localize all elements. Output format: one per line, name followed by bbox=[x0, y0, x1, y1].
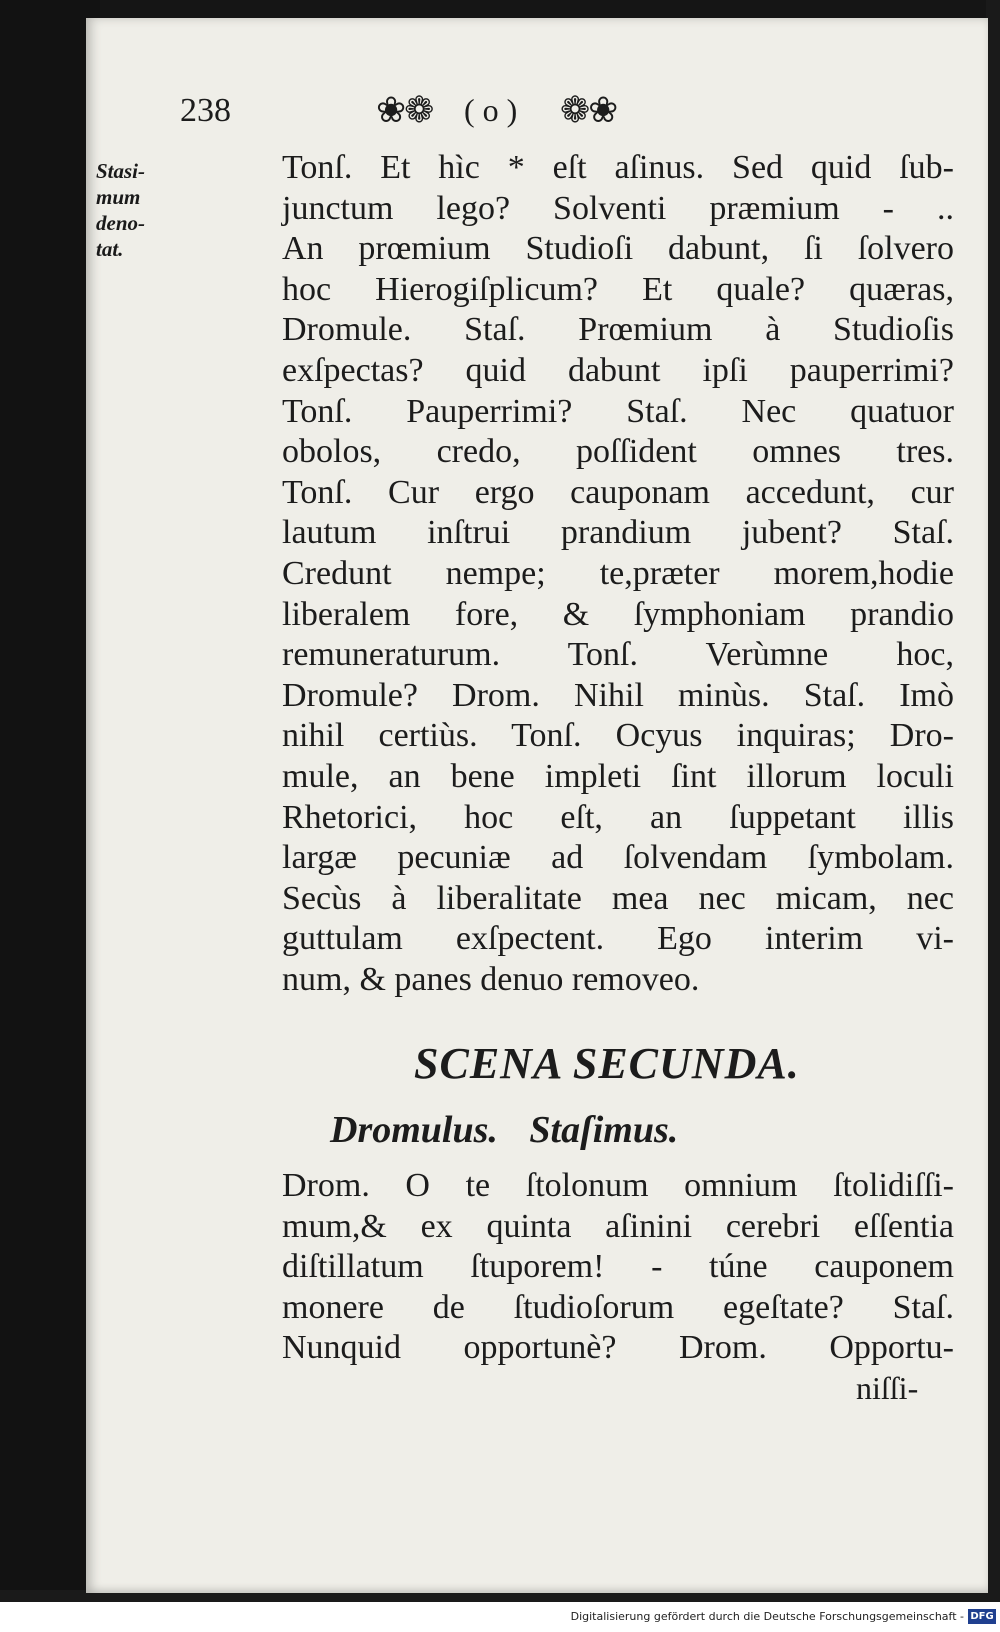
text-line: guttulam exſpectent. Ego interim vi- bbox=[282, 920, 954, 958]
text-line: obolos, credo, poſſident omnes tres. bbox=[282, 433, 954, 471]
dramatis-personae: Dromulus. Staſimus. bbox=[330, 1109, 679, 1151]
text-line: Nunquid opportunè? Drom. Opportu- bbox=[282, 1329, 954, 1367]
text-line: remuneraturum. Tonſ. Verùmne hoc, bbox=[282, 636, 954, 674]
ornament-right-icon: ❁❀ bbox=[560, 90, 617, 131]
text-line: num, & panes denuo removeo. bbox=[282, 960, 700, 998]
text-line: mum,& ex quinta aſinini cerebri eſſentia bbox=[282, 1207, 954, 1245]
text-line: Rhetorici, hoc eſt, an ſuppetant illis bbox=[282, 798, 954, 836]
text-line: largæ pecuniæ ad ſolvendam ſymbolam. bbox=[282, 839, 954, 877]
paragraph-2 bbox=[282, 1166, 954, 1369]
text-line: Tonſ. Cur ergo cauponam accedunt, cur bbox=[282, 473, 954, 511]
margin-note-line: deno- bbox=[96, 211, 145, 235]
text-line: Tonſ. Pauperrimi? Staſ. Nec quatuor bbox=[282, 392, 954, 430]
text-line: hoc Hierogiſplicum? Et quale? quæras, bbox=[282, 270, 954, 308]
text-line: exſpectas? quid dabunt ipſi pauperrimi? bbox=[282, 351, 954, 389]
page-header bbox=[180, 86, 780, 146]
text-line: Dromule? Drom. Nihil minùs. Staſ. Imò bbox=[282, 676, 954, 714]
text-line: junctum lego? Solventi præmium - .. bbox=[282, 189, 954, 227]
catchword: niſſi- bbox=[856, 1370, 919, 1406]
text-line: An prœmium Studioſi dabunt, ſi ſolvero bbox=[282, 230, 954, 268]
scene-heading: SCENA SECUNDA. bbox=[414, 1039, 800, 1088]
page-number: 238 bbox=[180, 92, 231, 129]
header-center-mark: ( o ) bbox=[464, 92, 518, 128]
text-line: Tonſ. Et hìc * eſt aſinus. Sed quid ſub- bbox=[282, 149, 954, 186]
text-line: nihil certiùs. Tonſ. Ocyus inquiras; Dro- bbox=[282, 717, 954, 755]
dfg-logo: DFG bbox=[968, 1609, 996, 1624]
margin-note bbox=[96, 158, 176, 262]
text-line: diſtillatum ſtuporem! - túne cauponem bbox=[282, 1248, 954, 1286]
footer-credit: Digitalisierung gefördert durch die Deutsche Forschungsgemeinschaft - bbox=[570, 1610, 964, 1623]
scan-border-top bbox=[0, 0, 1000, 20]
margin-note-line: tat. bbox=[96, 237, 124, 261]
text-line: monere de ſtudioſorum egeſtate? Staſ. bbox=[282, 1288, 954, 1326]
text-line: Credunt nempe; te,præter morem,hodie bbox=[282, 554, 954, 592]
paragraph-1 bbox=[282, 148, 954, 1000]
ornament-left-icon: ❀❁ bbox=[376, 90, 433, 131]
margin-note-line: Stasi- bbox=[96, 159, 146, 183]
text-line: Dromule. Staſ. Prœmium à Studioſis bbox=[282, 311, 954, 349]
footer-bar bbox=[0, 1604, 1000, 1632]
text-line: mule, an bene impleti ſint illorum loculi bbox=[282, 757, 954, 795]
text-line: lautum inſtrui prandium jubent? Staſ. bbox=[282, 514, 954, 552]
text-line: Drom. O te ſtolonum omnium ſtolidiſſi- bbox=[282, 1167, 954, 1204]
scan-border-right bbox=[986, 0, 1000, 1600]
text-line: liberalem fore, & ſymphoniam prandio bbox=[282, 595, 954, 633]
margin-note-line: mum bbox=[96, 185, 141, 209]
text-line: Secùs à liberalitate mea nec micam, nec bbox=[282, 879, 954, 917]
scan-border-left bbox=[0, 0, 100, 1600]
